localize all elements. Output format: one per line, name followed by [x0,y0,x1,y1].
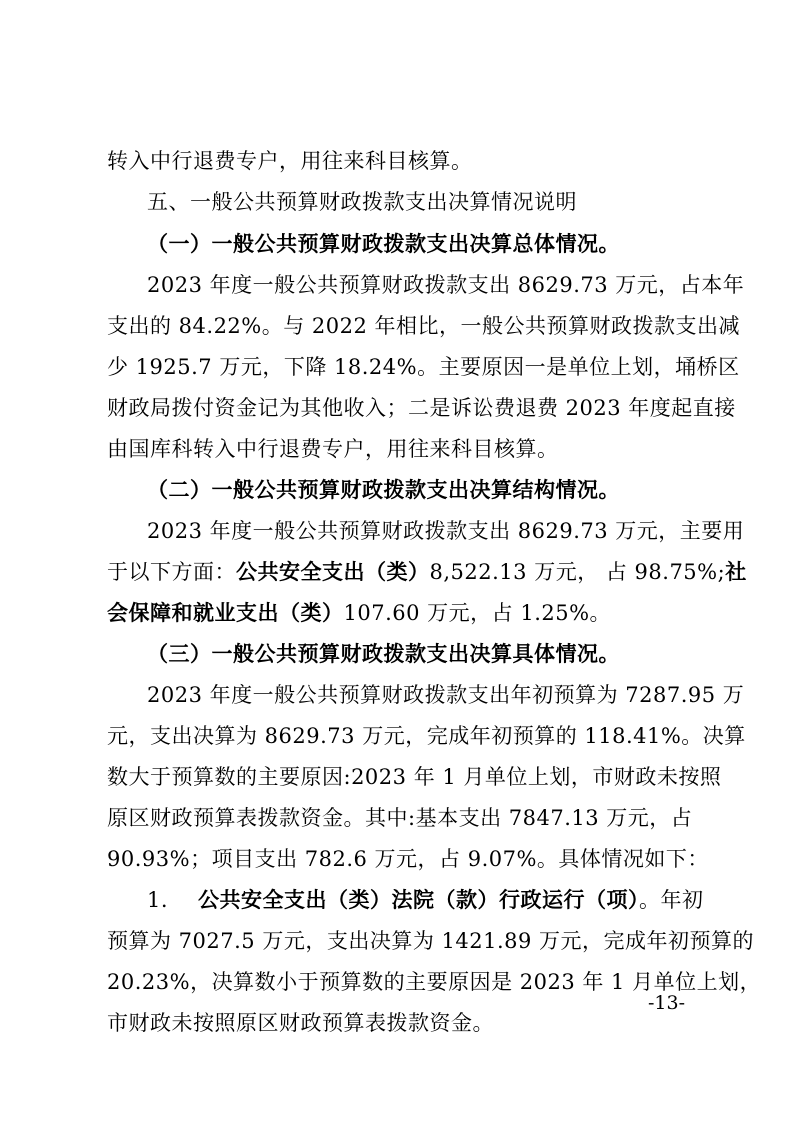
category-name: 社 [725,559,747,584]
line-text: 8,522.13 万元， 占 98.75%; [429,560,726,584]
item-title: 公共安全支出（类）法院（款）行政运行（项） [198,887,640,912]
paragraph-line: 2023 年度一般公共预算财政拨款支出 8629.73 万元，主要用 [147,519,745,543]
subsection-heading: （一）一般公共预算财政拨款支出决算总体情况。 [147,231,620,256]
paragraph-line: 数大于预算数的主要原因:2023 年 1 月单位上划，市财政未按照 [107,765,722,789]
paragraph-line: 市财政未按照原区财政预算表拨款资金。 [107,1011,494,1035]
paragraph-line: 由国库科转入中行退费专户，用往来科目核算。 [107,437,559,461]
paragraph-line: 少 1925.7 万元，下降 18.24%。主要原因一是单位上划，埇桥区 [107,355,740,379]
paragraph-line [107,599,611,627]
line-text: 于以下方面： [107,560,236,584]
paragraph-line: 预算为 7027.5 万元，支出决算为 1421.89 万元，完成年初预算的 [107,929,755,953]
line-text: 。年初 [639,888,704,912]
subsection-heading: （三）一般公共预算财政拨款支出决算具体情况。 [147,641,620,666]
paragraph-line: 原区财政预算表拨款资金。其中:基本支出 7847.13 万元，占 [107,806,693,830]
paragraph-line: 转入中行退费专户，用往来科目核算。 [107,149,473,173]
paragraph-line [147,886,704,914]
paragraph-line: 90.93%；项目支出 782.6 万元，占 9.07%。具体情况如下： [107,847,709,871]
line-text: 107.60 万元，占 1.25%。 [343,601,612,625]
page-number: -13- [648,992,686,1014]
subsection-heading: （二）一般公共预算财政拨款支出决算结构情况。 [147,477,620,502]
paragraph-line: 2023 年度一般公共预算财政拨款支出年初预算为 7287.95 万 [147,683,745,707]
list-number: 1. [147,888,169,912]
paragraph-line: 元，支出决算为 8629.73 万元，完成年初预算的 118.41%。决算 [107,724,746,748]
paragraph-line: 财政局拨付资金记为其他收入；二是诉讼费退费 2023 年度起直接 [107,396,736,420]
paragraph-line: 20.23%，决算数小于预算数的主要原因是 2023 年 1 月单位上划， [107,970,762,994]
paragraph-line: 支出的 84.22%。与 2022 年相比，一般公共预算财政拨款支出减 [107,314,741,338]
category-name: 公共安全支出（类） [236,559,430,584]
paragraph-line: 2023 年度一般公共预算财政拨款支出 8629.73 万元，占本年 [147,273,745,297]
paragraph-line [107,558,747,586]
category-name: 会保障和就业支出（类） [107,600,344,625]
section-heading: 五、一般公共预算财政拨款支出决算情况说明 [147,190,577,214]
